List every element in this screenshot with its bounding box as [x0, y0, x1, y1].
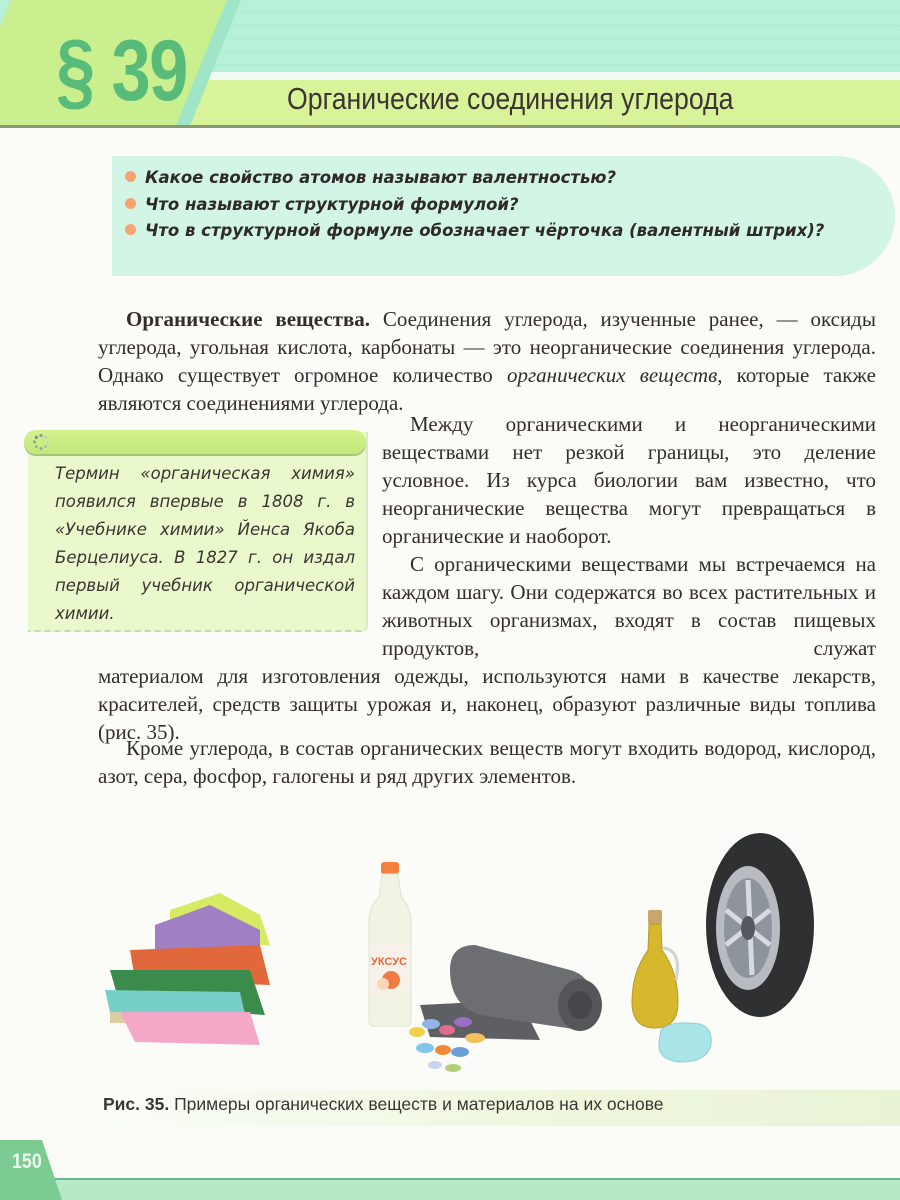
dotted-circle-icon: [32, 433, 50, 451]
question-item: Что называют структурной формулой?: [125, 192, 845, 219]
bullet-icon: [125, 198, 136, 209]
paragraph-organic-substances: Органические вещества. Соединения углерода, изученные ранее, — оксиды углерода, угольная кислота, карбонаты — это неорганические соединения углерода. Однако существует огромное количество органических веществ, которые также являются соединениями углерода.: [98, 307, 876, 415]
chapter-header: [0, 0, 900, 128]
paragraph-everyday-use: материалом для изготовления одежды, используются нами в качестве лекарств, красителей, средств защиты урожая и, наконец, образуют различные виды топлива (рис. 35).: [98, 664, 876, 744]
header-rule: [0, 125, 900, 128]
question-item: Что в структурной формуле обозначает чёрточка (валентный штрих)?: [125, 218, 845, 245]
question-item: Какое свойство атомов называют валентностью?: [125, 165, 845, 192]
paragraph-boundary: Между органическими и неорганическими веществами нет резкой границы, это деление условное. Из курса биологии вам известно, что неорганические вещества могут превращаться в органические и наоборот. С органическими веществами мы встречаемся на каждом шагу. Они содержатся во всех растительных и животных организмах, входят в состав пищевых продуктов, служат: [382, 412, 876, 660]
bullet-icon: [125, 224, 136, 235]
figure-caption: Рис. 35. Примеры органических веществ и материалов на их основе: [103, 1094, 664, 1114]
figure-35: [100, 830, 900, 1080]
pills-image: [405, 1010, 495, 1080]
paragraph-elements: Кроме углерода, в состав органических веществ могут входить водород, кислород, азот, сера, фосфор, галогены и ряд других элементов.: [98, 736, 876, 788]
side-note-text: Термин «органическая химия» появился впервые в 1808 г. в «Учебнике химии» Йенса Якоба Берцелиуса. В 1827 г. он издал первый учебник органической химии.: [55, 464, 355, 623]
emphasis-term: органических веществ: [506, 363, 718, 387]
vinegar-label: УКСУС: [371, 956, 407, 968]
footer-line: [0, 1178, 900, 1180]
review-questions-list: [125, 165, 845, 245]
side-note-header-bar: [24, 430, 366, 454]
paragraph-number: § 39: [56, 23, 187, 119]
footer-strip: [0, 1178, 900, 1200]
soap-image: [655, 1020, 715, 1065]
car-tire-image: [700, 830, 815, 1020]
vinegar-bottle-image: [365, 862, 415, 1027]
page-title: Органические соединения углерода: [287, 81, 734, 116]
oil-carafe-image: [630, 910, 685, 1030]
bullet-icon: [125, 171, 136, 182]
paragraph-lead: Органические вещества.: [126, 307, 371, 331]
page-number: 150: [12, 1150, 42, 1173]
figure-label: Рис. 35.: [103, 1094, 170, 1114]
towels-image: [100, 990, 270, 1050]
header-white-strip: [150, 72, 900, 80]
